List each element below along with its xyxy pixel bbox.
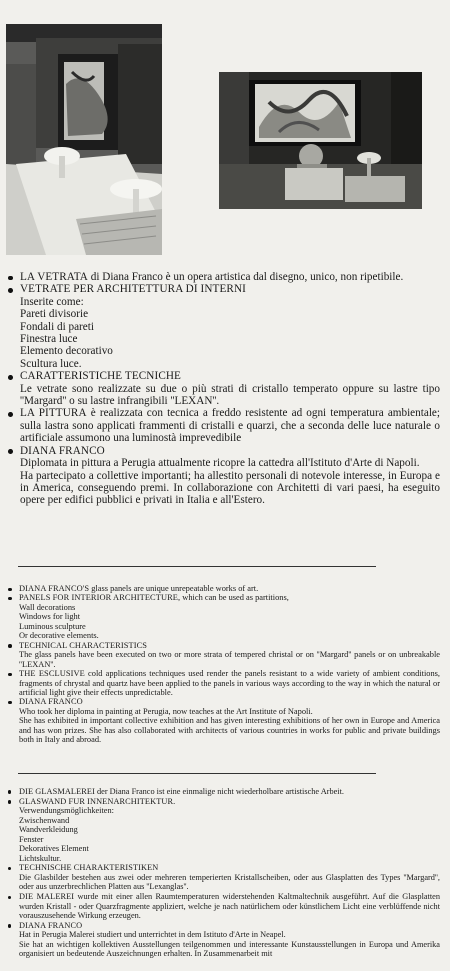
- sub-item: Windows for light: [19, 612, 81, 622]
- sub-item: Zwischenwand: [19, 815, 70, 825]
- sub-item: Or decorative elements.: [19, 631, 99, 641]
- item-lead: LA PITTURA: [20, 407, 87, 420]
- item-text: di Diana Franco è un opera artistica dal disegno, unico, non ripetibile.: [87, 271, 404, 283]
- item-lead: DIANA FRANCO'S: [19, 584, 90, 593]
- item-lead: LA VETRATA: [20, 271, 88, 283]
- item-heading: TECHNISCHE CHARAKTERISTIKEN: [19, 863, 159, 873]
- item-text: wurde mit einer allen Raumtemperaturen widerstehenden Kaltmaltechnik ausgeführt. Auf die Glasplatten wurden Kristall - oder Quarzfragmente appliziert, welche je nach natürlichem oder künstlichem Licht eine verblüffende nicht vorauszusehende Wirkung erzeugen.: [19, 892, 440, 921]
- interior-photo-sofa-with-glass-panel: [6, 24, 162, 255]
- item-intro: Inserite come:: [20, 295, 84, 308]
- sub-item: Finestra luce: [20, 333, 78, 346]
- sub-item: Fondali di pareti: [20, 320, 94, 333]
- sub-item: Fenster: [19, 834, 44, 844]
- list-item: [6, 787, 440, 797]
- item-text: which can be used as partitions,: [180, 593, 289, 603]
- item-lead: PANELS FOR INTERIOR ARCHITECTURE,: [19, 593, 181, 603]
- item-text: cold applications techniques used render the panels resistant to a wide variety of ambient conditions, fragments of chrystal and quartz have been applied to the panels in various ways according to the way in which the natural or artificial light give their effects unpredictable.: [19, 669, 441, 697]
- item-heading: DIANA FRANCO: [20, 444, 105, 457]
- sub-item: Dekoratives Element: [19, 844, 89, 854]
- list-item: [6, 283, 440, 370]
- list-item: [6, 271, 440, 283]
- item-lead: THE ESCLUSIVE: [19, 669, 85, 679]
- list-item: [6, 697, 440, 744]
- item-text: der Diana Franco ist eine einmalige nicht wiederholbare artistische Arbeit.: [94, 787, 344, 796]
- item-heading: VETRATE PER ARCHITETTURA DI INTERNI: [20, 283, 246, 296]
- english-description: [6, 584, 440, 745]
- list-item: [6, 797, 440, 864]
- list-item: [6, 593, 440, 640]
- item-text: The glass panels have been executed on two or more strata of tempered christal or on ''Margard'' panels or on unbreakable ''LEXAN''.: [19, 650, 440, 669]
- item-heading: DIANA FRANCO: [19, 920, 83, 930]
- item-text: glass panels are unique unrepeatable works of art.: [89, 584, 259, 593]
- sub-item: Scultura luce.: [20, 357, 82, 370]
- item-paragraph: Ha partecipato a collettive importanti; ha allestito personali di notevole interesse, in Europa e in America, conseguendo premi. In collaborazione con Architetti di vari paesi, ha eseguito opere per edifici pubblici e privati in Italia e all'Estero.: [20, 469, 440, 507]
- item-lead: DIE MALEREI: [19, 892, 75, 902]
- item-text: Die Glasbilder bestehen aus zwei oder mehreren temperierten Kristallscheiben, oder aus Glasplatten des Types ''Margard'', oder aus unzerbrechlichen Platten aus ''Lexanglas''.: [19, 872, 440, 892]
- item-heading: TECHNICAL CHARACTERISTICS: [19, 640, 148, 650]
- section-divider: [18, 773, 376, 774]
- list-item: [6, 921, 440, 959]
- item-intro: Verwendungsmöglichkeiten:: [19, 806, 114, 816]
- item-paragraph: Who took her diploma in painting at Perugia, now teaches at the Art Institute of Napoli.: [19, 706, 313, 716]
- item-paragraph: Sie hat an wichtigen kollektiven Ausstellungen teilgenommen und interessante Kunstausstellungen in Europa und Amerika organisiert un bedeutende Auszeichnungen erhalten. In Zusammenarbeit mit: [19, 939, 440, 959]
- list-item: [6, 370, 440, 407]
- item-text: è realizzata con tecnica a freddo resistente ad ogni temperatura ambientale; sulla lastra sono applicati frammenti di cristalli e quarzi, che a seconda delle luce naturale o artificiale assumono una luminostà imprevedibile: [20, 407, 441, 445]
- sub-item: Wall decorations: [19, 602, 76, 612]
- list-item: [6, 892, 440, 921]
- item-paragraph: Diplomata in pittura a Perugia attualmente ricopre la cattedra all'Istituto d'Arte di Napoli.: [20, 457, 420, 470]
- item-heading: DIANA FRANCO: [19, 697, 83, 707]
- list-item: [6, 584, 440, 593]
- list-item: [6, 407, 440, 444]
- sub-item: Pareti divisorie: [20, 308, 89, 321]
- sub-item: Wandverkleidung: [19, 825, 78, 835]
- list-item: [6, 863, 440, 892]
- german-description: [6, 787, 440, 959]
- sub-item: Elemento decorativo: [20, 345, 113, 358]
- item-paragraph: Hat in Perugia Malerei studiert und unterrichtet in dem Istituto d'Arte in Neapel.: [19, 930, 286, 940]
- item-heading: CARATTERISTICHE TECNICHE: [20, 370, 181, 383]
- item-text: Le vetrate sono realizzate su due o più strati di cristallo temperato oppure su lastre tipo ''Margard'' o su lastre infrangibili ''LEXAN''.: [20, 382, 440, 408]
- list-item: [6, 641, 440, 669]
- sub-item: Lichtskultur.: [19, 853, 62, 863]
- sub-item: Luminous sculpture: [19, 621, 86, 631]
- section-divider: [18, 566, 376, 567]
- italian-description: [6, 271, 440, 507]
- item-lead: DIE GLASMALEREI: [19, 787, 95, 796]
- item-heading: GLASWAND FUR INNENARCHITEKTUR.: [19, 796, 176, 806]
- list-item: [6, 669, 440, 697]
- item-paragraph: She has exhibited in important collective exhibition and has given interesting exhibitions of her own in Europe and America and has won prizes. She has also collaborated with architects of various countries in works for public and private buildings both in Italy and abroad.: [19, 716, 440, 745]
- interior-photo-seated-figure-with-glass-panel: [219, 72, 422, 209]
- list-item: [6, 445, 440, 507]
